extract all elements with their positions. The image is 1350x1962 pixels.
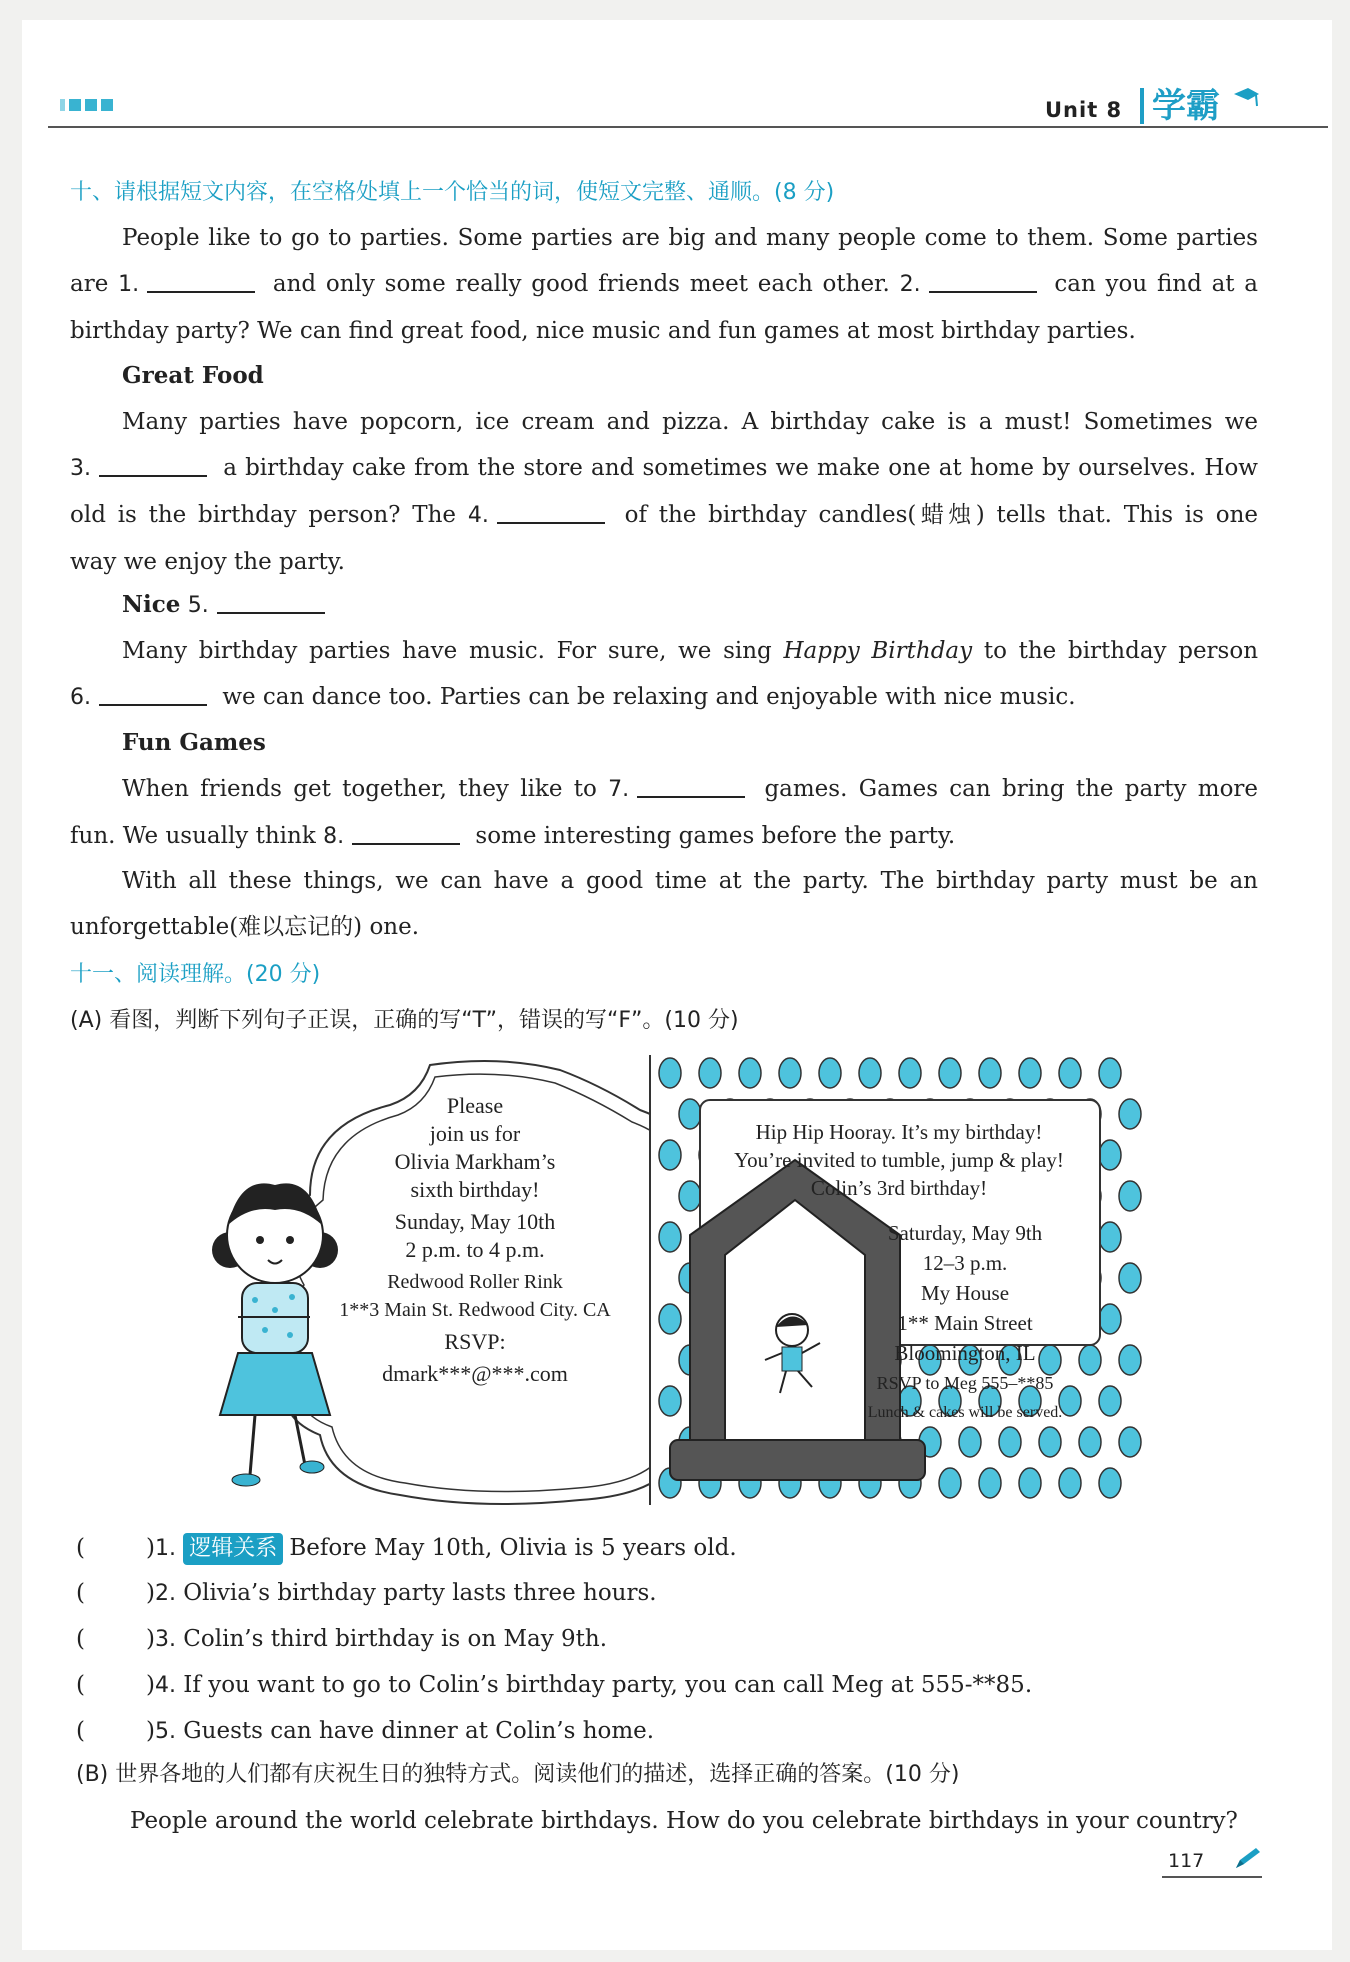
card-date: Saturday, May 9th bbox=[887, 1221, 1043, 1245]
blank-number: 5. bbox=[187, 593, 209, 618]
header-rule bbox=[48, 126, 1328, 128]
card-line: Colin’s 3rd birthday! bbox=[810, 1176, 988, 1200]
olivia-invitation-card bbox=[290, 1092, 660, 1388]
polka-dot bbox=[1099, 1058, 1121, 1088]
card-line: Please bbox=[446, 1093, 504, 1118]
polka-dot bbox=[999, 1427, 1021, 1457]
passage-line bbox=[70, 445, 1258, 492]
question-number: 4. bbox=[154, 1673, 176, 1698]
question-row: ( )1. 逻辑关系 Before May 10th, Olivia is 5 years old. bbox=[76, 1528, 737, 1569]
polka-dot bbox=[939, 1468, 961, 1498]
card-email: dmark***@***.com bbox=[382, 1361, 568, 1386]
section-11-title: 十一、阅读理解。(20 分) bbox=[70, 962, 321, 987]
polka-dot bbox=[979, 1468, 1001, 1498]
passage-text: Many birthday parties have music. For sure, we sing bbox=[122, 638, 772, 664]
question-tag: 逻辑关系 bbox=[183, 1533, 283, 1565]
passage-paragraph-3 bbox=[70, 628, 1258, 721]
polka-dot bbox=[819, 1058, 841, 1088]
passage-text: and only some really good friends meet each other. bbox=[272, 271, 890, 297]
heading-nice-music bbox=[70, 582, 333, 629]
passage-paragraph-4 bbox=[70, 766, 1258, 860]
passage-line: With all these things, we can have a good time at the party. The birthday party must be an bbox=[122, 868, 1258, 894]
question-row: ( )4. If you want to go to Colin’s birthday party, you can call Meg at 555-**85. bbox=[76, 1665, 1032, 1706]
question-number: 2. bbox=[154, 1581, 176, 1606]
colin-invitation-card-header bbox=[704, 1118, 1094, 1202]
polka-dot bbox=[1099, 1222, 1121, 1252]
part-b-intro: People around the world celebrate birthdays. How do you celebrate birthdays in your country? bbox=[130, 1808, 1238, 1834]
card-rsvp-label: RSVP: bbox=[444, 1329, 506, 1354]
question-number: 3. bbox=[154, 1627, 176, 1652]
question-text: Before May 10th, Olivia is 5 years old. bbox=[289, 1535, 737, 1561]
polka-dot bbox=[679, 1099, 701, 1129]
polka-dot bbox=[1119, 1263, 1141, 1293]
passage-text: of the birthday candles(蜡烛) tells that. This is one bbox=[624, 502, 1259, 528]
polka-dot bbox=[1119, 1345, 1141, 1375]
passage-line: People like to go to parties. Some parties are big and many people come to them. Some parties bbox=[122, 225, 1258, 251]
polka-dot bbox=[1099, 1386, 1121, 1416]
polka-dot bbox=[1119, 1099, 1141, 1129]
heading-fun-games: Fun Games bbox=[122, 729, 266, 756]
polka-dot bbox=[1059, 1058, 1081, 1088]
answer-blank-5[interactable] bbox=[217, 588, 325, 614]
answer-paren[interactable]: ( bbox=[76, 1718, 85, 1744]
polka-dot bbox=[899, 1058, 921, 1088]
passage-line: way we enjoy the party. bbox=[70, 549, 345, 575]
polka-dot bbox=[859, 1058, 881, 1088]
card-address: 1**3 Main St. Redwood City. CA bbox=[339, 1299, 611, 1321]
blank-number: 8. bbox=[323, 824, 345, 849]
answer-paren[interactable]: ( bbox=[76, 1672, 85, 1698]
polka-dot bbox=[699, 1058, 721, 1088]
passage-line bbox=[70, 674, 1258, 721]
polka-dot bbox=[679, 1181, 701, 1211]
heading-text: Nice bbox=[122, 591, 181, 618]
answer-blank-6[interactable] bbox=[99, 680, 207, 706]
polka-dot bbox=[1019, 1058, 1041, 1088]
question-row: ( )2. Olivia’s birthday party lasts three hours. bbox=[76, 1573, 657, 1614]
question-text: If you want to go to Colin’s birthday party, you can call Meg at 555-**85. bbox=[183, 1672, 1033, 1698]
passage-text: old is the birthday person? The bbox=[70, 502, 457, 528]
unit-label: Unit 8 bbox=[1045, 98, 1123, 122]
polka-dot bbox=[1019, 1468, 1041, 1498]
question-text: Colin’s third birthday is on May 9th. bbox=[183, 1626, 608, 1652]
polka-dot bbox=[1119, 1181, 1141, 1211]
card-line: You’re invited to tumble, jump & play! bbox=[734, 1148, 1064, 1172]
passage-line bbox=[70, 813, 1258, 860]
card-time: 2 p.m. to 4 p.m. bbox=[405, 1237, 545, 1262]
card-date: Sunday, May 10th bbox=[394, 1209, 556, 1234]
card-venue: My House bbox=[920, 1281, 1010, 1305]
answer-blank-3[interactable] bbox=[99, 451, 207, 477]
polka-dot bbox=[1059, 1468, 1081, 1498]
polka-dot bbox=[1099, 1468, 1121, 1498]
answer-blank-4[interactable] bbox=[497, 498, 605, 524]
card-line: sixth birthday! bbox=[410, 1177, 540, 1202]
passage-line: unforgettable(难以忘记的) one. bbox=[70, 914, 420, 940]
card-venue: Redwood Roller Rink bbox=[387, 1271, 563, 1293]
passage-text: are bbox=[70, 271, 109, 297]
passage-text: some interesting games before the party. bbox=[475, 823, 956, 849]
passage-line bbox=[70, 628, 1258, 674]
answer-paren[interactable]: ( bbox=[76, 1535, 85, 1561]
passage-text: to the birthday person bbox=[983, 638, 1259, 664]
polka-dot bbox=[939, 1058, 961, 1088]
heading-great-food: Great Food bbox=[122, 362, 264, 389]
pencil-icon bbox=[1232, 1846, 1262, 1872]
answer-blank-8[interactable] bbox=[352, 819, 460, 845]
question-row: ( )3. Colin’s third birthday is on May 9th. bbox=[76, 1619, 607, 1660]
graduation-cap-icon bbox=[1232, 86, 1260, 110]
question-text: Olivia’s birthday party lasts three hours. bbox=[183, 1580, 657, 1606]
polka-dot bbox=[659, 1140, 681, 1170]
blank-number: 6. bbox=[70, 685, 91, 710]
answer-blank-2[interactable] bbox=[929, 267, 1037, 293]
song-title: Happy Birthday bbox=[783, 638, 973, 664]
passage-text: can you find at a bbox=[1054, 271, 1259, 297]
polka-dot bbox=[739, 1058, 761, 1088]
passage-paragraph-2 bbox=[70, 399, 1258, 585]
colin-invitation-card-details bbox=[850, 1218, 1080, 1428]
passage-line bbox=[70, 492, 1258, 539]
passage-line: birthday party? We can find great food, nice music and fun games at most birthday parties. bbox=[70, 318, 1136, 344]
passage-text: a birthday cake from the store and sometimes we make one at home by ourselves. How bbox=[223, 455, 1258, 481]
answer-blank-1[interactable] bbox=[147, 267, 255, 293]
footer-rule bbox=[1162, 1876, 1262, 1878]
card-line: Hip Hip Hooray. It’s my birthday! bbox=[755, 1120, 1043, 1144]
blank-number: 7. bbox=[608, 777, 630, 802]
answer-paren[interactable]: ( bbox=[76, 1580, 85, 1606]
card-rsvp: RSVP to Meg 555–**85 bbox=[876, 1373, 1054, 1393]
header-decoration bbox=[60, 99, 113, 111]
passage-text: When friends get together, they like to bbox=[122, 776, 597, 802]
part-a-instructions: (A) 看图，判断下列句子正误，正确的写“T”，错误的写“F”。(10 分) bbox=[70, 1008, 739, 1033]
passage-text: fun. We usually think bbox=[70, 823, 316, 849]
passage-paragraph-5 bbox=[70, 858, 1258, 950]
question-number: 1. bbox=[154, 1536, 176, 1561]
polka-dot bbox=[1099, 1140, 1121, 1170]
polka-dot bbox=[1039, 1427, 1061, 1457]
passage-line bbox=[70, 261, 1258, 308]
answer-blank-7[interactable] bbox=[637, 772, 745, 798]
polka-dot bbox=[659, 1386, 681, 1416]
card-time: 12–3 p.m. bbox=[922, 1251, 1008, 1275]
polka-dot bbox=[659, 1058, 681, 1088]
brand-logo: 学霸 bbox=[1140, 88, 1220, 124]
polka-dot bbox=[1079, 1345, 1101, 1375]
question-row: ( )5. Guests can have dinner at Colin’s home. bbox=[76, 1711, 654, 1752]
polka-dot bbox=[1099, 1304, 1121, 1334]
blank-number: 1. bbox=[118, 272, 140, 297]
polka-dot bbox=[979, 1058, 1001, 1088]
passage-line bbox=[70, 766, 1258, 813]
answer-paren[interactable]: ( bbox=[76, 1626, 85, 1652]
polka-dot bbox=[779, 1058, 801, 1088]
card-note: Lunch & cakes will be served. bbox=[867, 1404, 1063, 1421]
passage-text: games. Games can bring the party more bbox=[764, 776, 1259, 802]
passage-paragraph-1 bbox=[70, 215, 1258, 354]
question-text: Guests can have dinner at Colin’s home. bbox=[183, 1718, 655, 1744]
section-10-title: 十、请根据短文内容，在空格处填上一个恰当的词，使短文完整、通顺。(8 分) bbox=[70, 180, 835, 205]
blank-number: 3. bbox=[70, 456, 91, 481]
polka-dot bbox=[659, 1304, 681, 1334]
blank-number: 4. bbox=[467, 503, 489, 528]
polka-dot bbox=[1119, 1427, 1141, 1457]
polka-dot bbox=[959, 1427, 981, 1457]
polka-dot bbox=[1079, 1427, 1101, 1457]
part-b-instructions: (B) 世界各地的人们都有庆祝生日的独特方式。阅读他们的描述，选择正确的答案。(10 分) bbox=[76, 1762, 960, 1787]
polka-dot bbox=[659, 1222, 681, 1252]
page-number: 117 bbox=[1168, 1850, 1205, 1872]
card-address: 1** Main Street bbox=[897, 1311, 1033, 1335]
passage-text: we can dance too. Parties can be relaxing and enjoyable with nice music. bbox=[222, 684, 1076, 710]
card-city: Bloomington, IL bbox=[894, 1341, 1036, 1365]
passage-line: Many parties have popcorn, ice cream and pizza. A birthday cake is a must! Sometimes we bbox=[122, 409, 1258, 435]
card-line: Olivia Markham’s bbox=[394, 1149, 556, 1174]
question-number: 5. bbox=[154, 1719, 176, 1744]
blank-number: 2. bbox=[899, 272, 921, 297]
card-line: join us for bbox=[429, 1121, 521, 1146]
